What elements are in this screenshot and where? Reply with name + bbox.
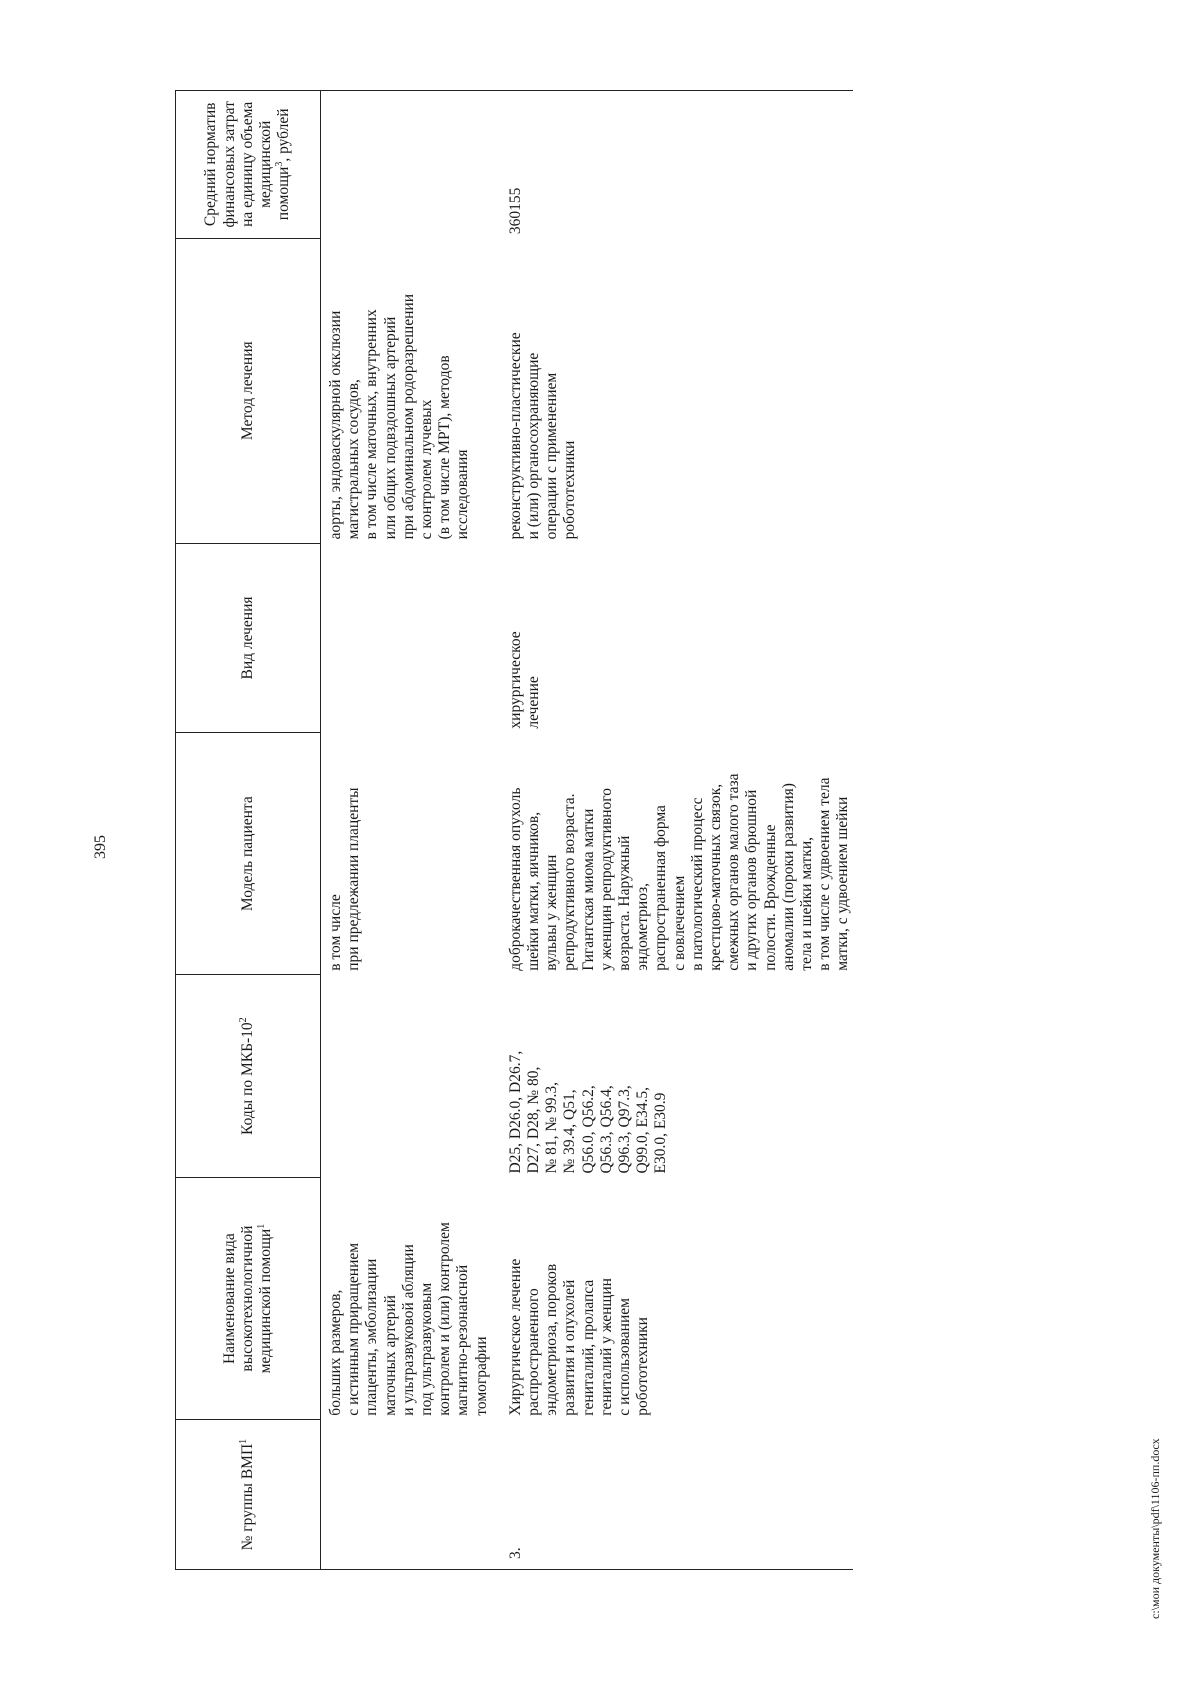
cell-text-line: смежных органов малого таза — [725, 773, 743, 971]
cell-text-line: (в том числе МРТ), методов — [436, 355, 454, 540]
vmp-name-cell — [507, 1178, 853, 1420]
cell-text-line: Q99.0, E34.5, — [634, 1086, 652, 1174]
patient-model-cell — [507, 733, 853, 975]
cell-text-line: с вовлечением — [670, 875, 688, 971]
cell-text-line: и других органов брюшной — [743, 789, 761, 971]
treatment-type-cell — [321, 543, 507, 732]
cell-text-line: робототехники — [561, 440, 579, 540]
header-group-number: № группы ВМП$^1$ — [176, 1420, 321, 1570]
cell-text-line: томографии — [472, 1336, 490, 1416]
patient-model-cell — [321, 733, 507, 975]
cell-text-line: с использованием — [616, 1298, 634, 1416]
cell-text-line: гениталий у женщин — [597, 1278, 615, 1416]
cell-text-line: аорты, эндоваскулярной окклюзии — [327, 310, 344, 540]
header-treatment-type: Вид лечения — [176, 543, 321, 732]
cell-text-line: при предлежании плаценты — [345, 787, 363, 971]
cell-text-line: маточных артерий — [381, 1295, 399, 1416]
cell-text-line: магнитно-резонансной — [454, 1264, 472, 1416]
cell-text-line: № 39.4, Q51, — [561, 1089, 579, 1174]
header-vmp-name: Наименование вида высокотехнологичной медицинской помощи$^1$ — [176, 1178, 321, 1420]
cell-text-line: контролем и (или) контролем — [436, 1222, 454, 1416]
cell-text-line: эндометриоза, пороков — [543, 1263, 561, 1416]
cell-text-line: Хирургическое лечение — [506, 1258, 524, 1416]
page-number: 395 — [92, 835, 109, 859]
cell-text-line: крестцово-маточных связок, — [707, 783, 725, 971]
cell-text-line: доброкачественная опухоль — [506, 787, 524, 971]
header-icd-codes: Коды по МКБ-$10^2$ — [176, 975, 321, 1178]
table-row — [507, 91, 853, 1570]
group-number-cell: 3. — [506, 1547, 524, 1559]
average-cost-cell: 360155 — [506, 187, 524, 235]
vmp-table — [175, 90, 853, 1570]
cell-text-line: исследования — [454, 449, 472, 540]
header-patient-model: Модель пациента — [176, 733, 321, 975]
cell-text-line: под ультразвуковым — [418, 1282, 436, 1416]
cell-text-line: тела и шейки матки, — [798, 836, 816, 971]
cell-text-line: распространенная форма — [652, 805, 670, 971]
vmp-name-cell — [321, 1178, 507, 1420]
cell-text-line: D27, D28, № 80, — [525, 1066, 543, 1174]
cell-text-line: в том числе — [327, 894, 344, 971]
cell-text-line: в том числе с удвоением тела — [816, 777, 834, 971]
cell-text-line: гениталий, пролапса — [579, 1279, 597, 1416]
cell-text-line: развития и опухолей — [561, 1279, 579, 1416]
cell-text-line: лечение — [525, 676, 543, 729]
cell-text-line: при абдоминальном родоразрешении — [399, 294, 417, 540]
cell-text-line: магистральных сосудов, — [345, 379, 363, 540]
header-treatment-method: Метод лечения — [176, 238, 321, 543]
cell-text-line: Q56.0, Q56.2, — [579, 1085, 597, 1174]
cell-text-line: реконструктивно-пластические — [506, 332, 524, 540]
icd-codes-cell — [321, 975, 507, 1178]
cell-text-line: Q96.3, Q97.3, — [616, 1085, 634, 1174]
treatment-method-cell — [321, 238, 507, 543]
cell-text-line: и ультразвуковой абляции — [399, 1244, 417, 1416]
cell-text-line: у женщин репродуктивного — [597, 787, 615, 971]
cell-text-line: робототехники — [634, 1317, 652, 1416]
cell-text-line: вульвы у женщин — [543, 854, 561, 971]
treatment-method-cell — [507, 238, 853, 543]
cell-text-line: и (или) органосохраняющие — [525, 352, 543, 540]
cell-text-line: полости. Врожденные — [761, 824, 779, 971]
cell-text-line: эндометриоз, — [634, 883, 652, 971]
cell-text-line: в патологический процесс — [688, 797, 706, 971]
cell-text-line: репродуктивного возраста. — [561, 793, 579, 971]
cell-text-line: № 81, № 99.3, — [543, 1081, 561, 1174]
cell-text-line: операции с применением — [543, 372, 561, 540]
group-number-cell — [321, 1420, 507, 1570]
cell-text-line: аномалии (пороки развития) — [779, 783, 797, 971]
cell-text-line: D25, D26.0, D26.7, — [506, 1050, 524, 1174]
cell-text-line: с контролем лучевых — [418, 399, 436, 540]
footer-file-path: c:\мои документы\pdf\1106-пп.docx — [1148, 1438, 1162, 1619]
cell-text-line: плаценты, эмболизации — [363, 1258, 381, 1416]
cell-text-line: хирургическое — [506, 631, 524, 729]
cell-text-line: больших размеров, — [327, 1289, 344, 1416]
cell-text-line: матки, с удвоением шейки — [834, 796, 852, 971]
icd-codes-cell — [507, 975, 853, 1178]
cell-text-line: Q56.3, Q56.4, — [597, 1085, 615, 1174]
treatment-type-cell — [507, 543, 853, 732]
cell-text-line: Гигантская миома матки — [579, 808, 597, 971]
cell-text-line: с истинным приращением — [345, 1242, 363, 1416]
cell-text-line: возраста. Наружный — [616, 835, 634, 971]
table-header-row — [176, 91, 321, 1570]
cell-text-line: распространенного — [525, 1288, 543, 1416]
cell-text-line: в том числе маточных, внутренних — [363, 309, 381, 540]
table-row — [321, 91, 507, 1570]
cell-text-line: E30.0, E30.9 — [652, 1092, 670, 1174]
cell-text-line: шейки матки, яичников, — [525, 811, 543, 971]
header-average-cost: Средний норматив финансовых затрат на единицу объема медицинской помощи$^3$, рублей — [176, 91, 321, 239]
average-cost-cell — [321, 91, 507, 239]
cell-text-line: или общих подвздошных артерий — [381, 316, 399, 540]
